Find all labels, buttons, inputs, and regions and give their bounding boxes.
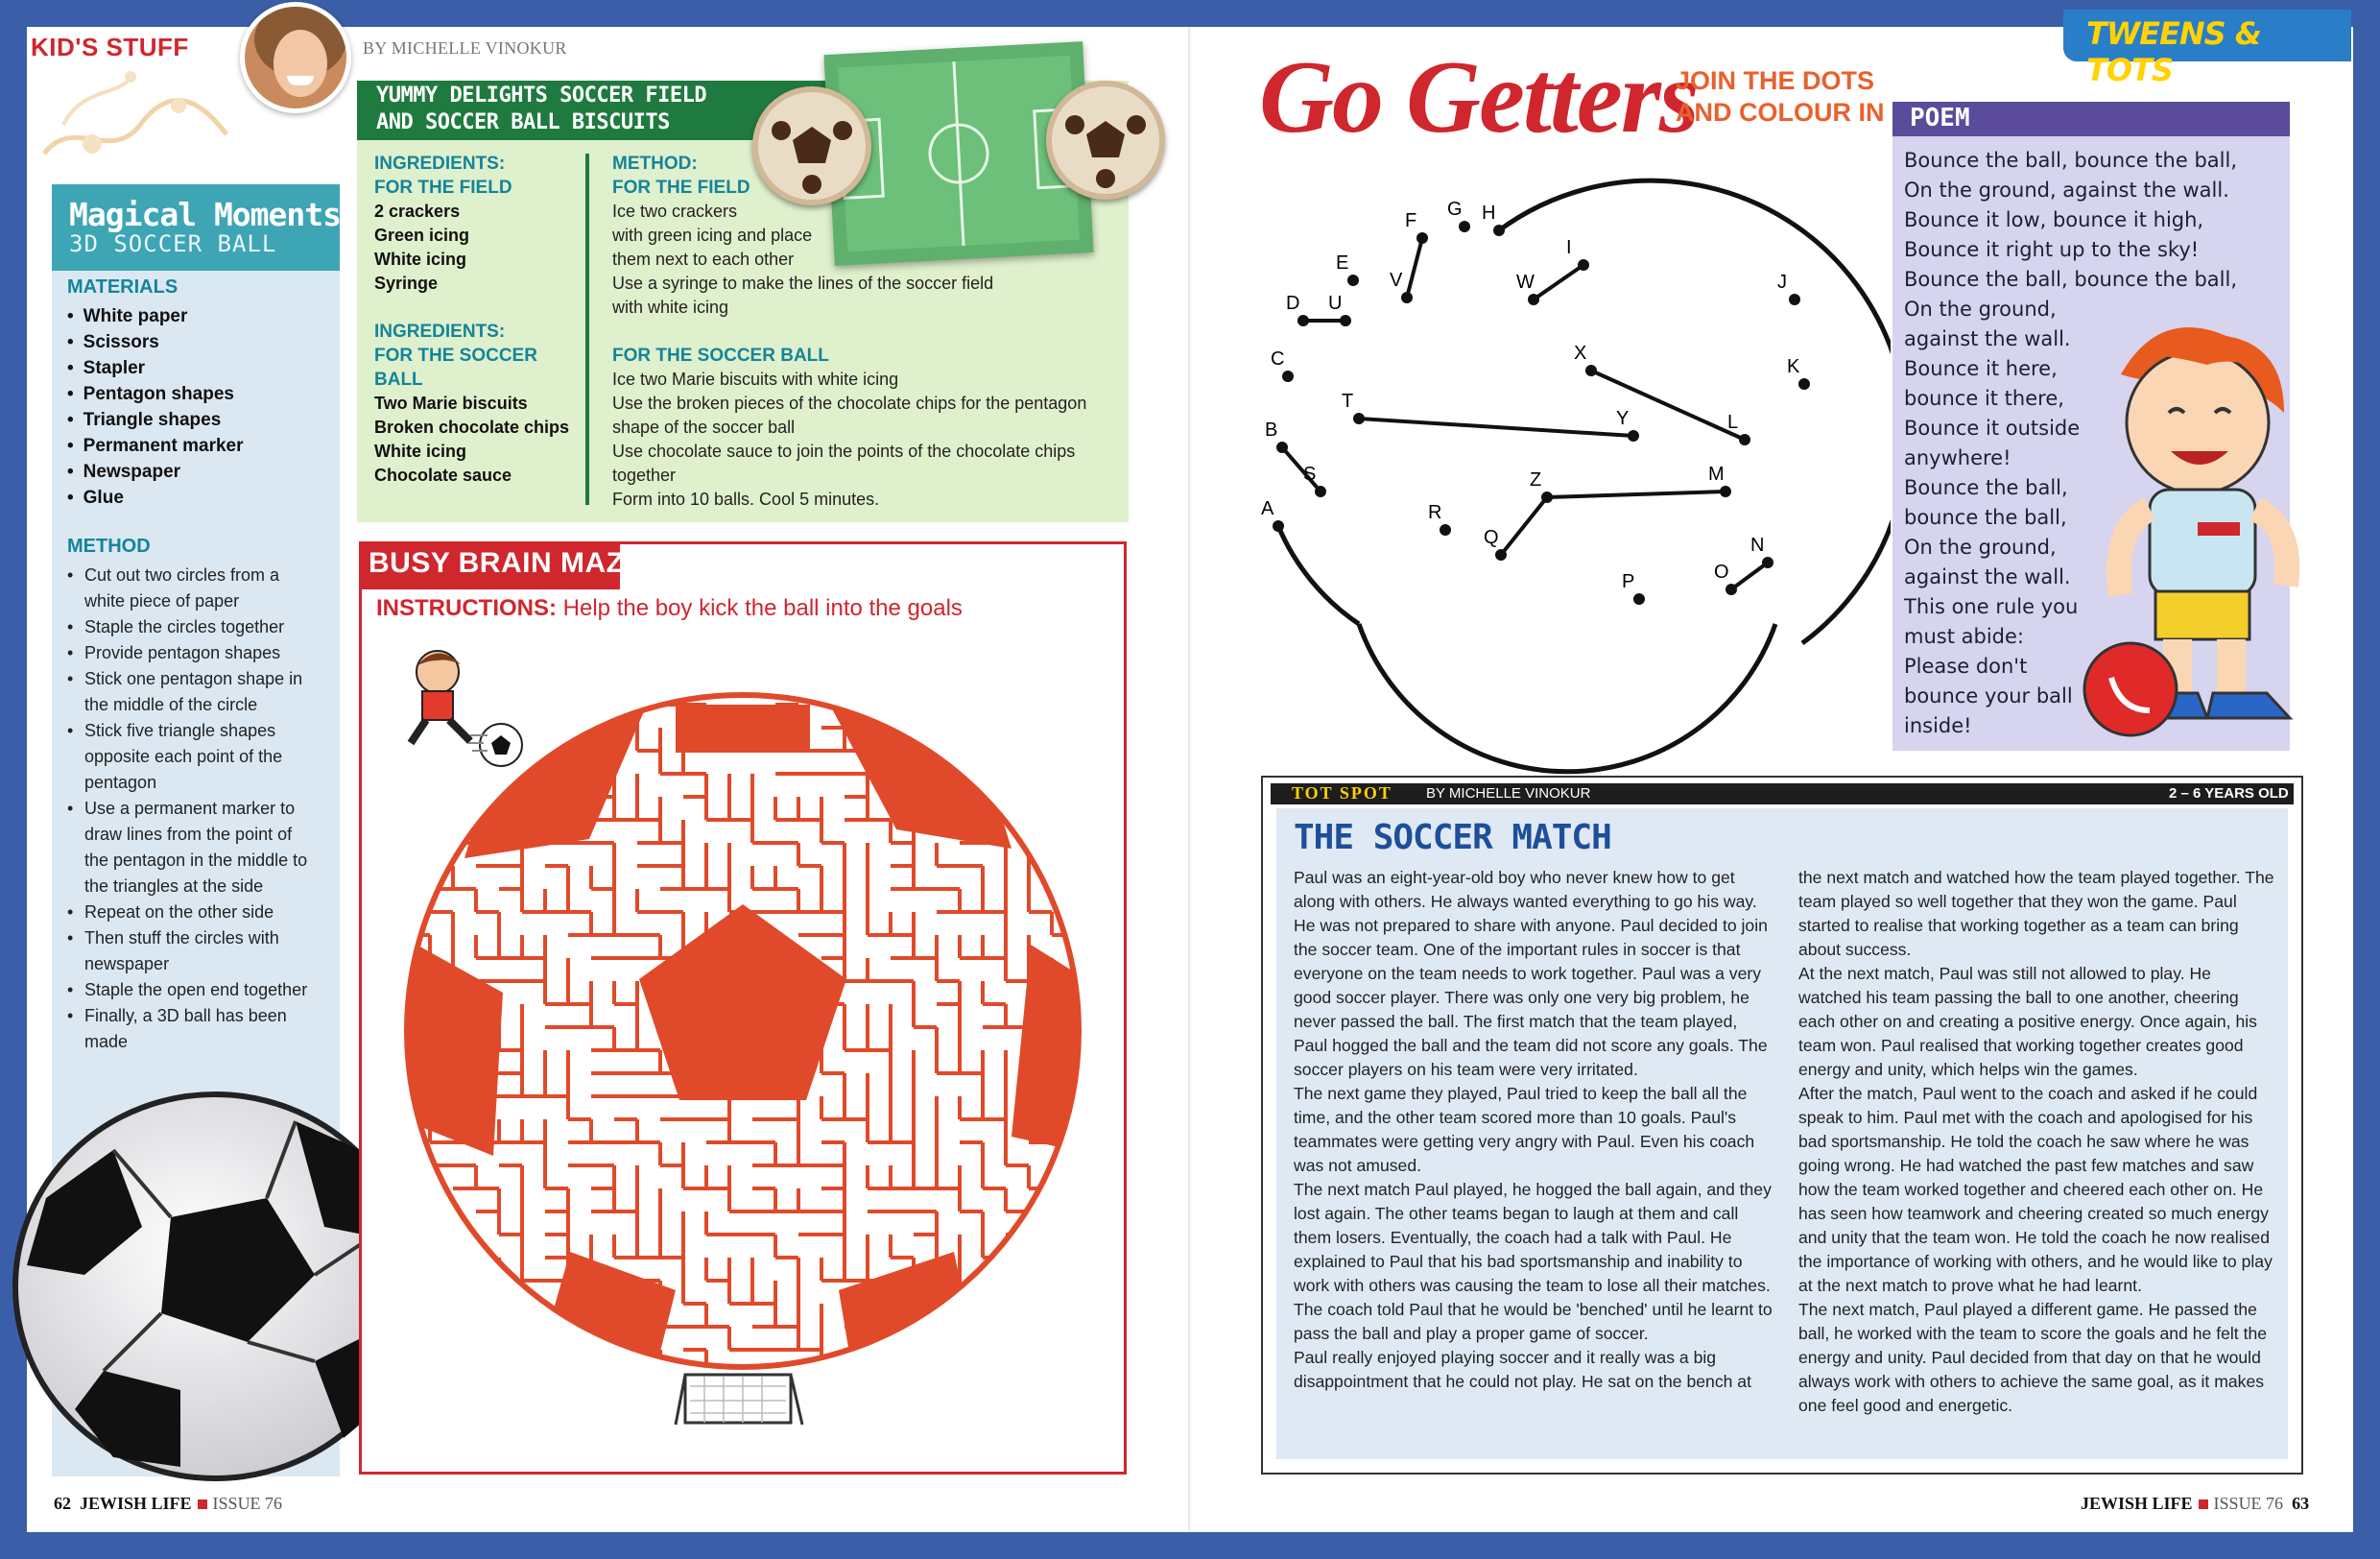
- dot-x: [1585, 365, 1597, 376]
- kicking-boy-icon: [411, 651, 522, 766]
- dot-d: [1297, 315, 1309, 326]
- dot-i: [1578, 259, 1589, 271]
- list-item: • Staple the open end together: [67, 977, 319, 1003]
- poem-line: anywhere!: [1904, 446, 2011, 469]
- cartoon-boy-icon: [2063, 317, 2351, 758]
- dot-w: [1528, 294, 1539, 305]
- dot-o: [1726, 584, 1737, 595]
- materials-list: [67, 303, 244, 511]
- story-title: THE SOCCER MATCH: [1294, 818, 1611, 857]
- tot-spot-age: 2 – 6 YEARS OLD: [2169, 785, 2289, 802]
- dot-label: M: [1708, 464, 1725, 485]
- dot-label: G: [1447, 199, 1463, 220]
- maze-puzzle: [359, 541, 1127, 1475]
- dot-h: [1493, 225, 1505, 236]
- left-folio: 62 JEWISH LIFE ISSUE 76: [54, 1494, 283, 1513]
- method-list: [67, 563, 319, 1055]
- list-item: • Newspaper: [67, 459, 244, 485]
- list-item: • Staple the circles together: [67, 614, 319, 640]
- poem-line: bounce your ball: [1904, 684, 2073, 708]
- tot-spot-label: TOT SPOT: [1292, 783, 1392, 803]
- ingredients-column: INGREDIENTS: FOR THE FIELD 2 crackers Green icing White icing Syringe INGREDIENTS: FOR THE SOCCER BALL Two Marie biscuits Broken chocolate chips White icing Chocolate sauce: [374, 154, 570, 485]
- goal-icon: [676, 1375, 802, 1425]
- dot-connector: [1731, 563, 1768, 589]
- poem-line: must abide:: [1904, 625, 2024, 648]
- poem-line: Bounce it right up to the sky!: [1904, 238, 2200, 261]
- dot-label: Y: [1616, 408, 1630, 429]
- dot-connector: [1534, 265, 1583, 300]
- materials-label: MATERIALS: [67, 276, 178, 298]
- list-item: • Provide pentagon shapes: [67, 640, 319, 666]
- go-getters-title: Go Getters: [1259, 40, 1698, 155]
- dot-label: U: [1328, 293, 1343, 314]
- list-item: • Finally, a 3D ball has been made: [67, 1003, 319, 1055]
- maze-title: BUSY BRAIN MAZE: [369, 547, 644, 579]
- dot-label: R: [1428, 502, 1442, 523]
- list-item: • Repeat on the other side: [67, 899, 319, 925]
- poem-line: Bounce the ball, bounce the ball,: [1904, 268, 2237, 291]
- dot-connector: [1501, 497, 1547, 555]
- list-item: • Triangle shapes: [67, 407, 244, 433]
- maze-instructions: INSTRUCTIONS: Help the boy kick the ball into the goals: [376, 595, 963, 621]
- dot-label: C: [1271, 348, 1285, 370]
- poem-line: bounce it there,: [1904, 387, 2064, 410]
- dot-label: D: [1286, 293, 1300, 314]
- list-item: • Stapler: [67, 355, 244, 381]
- list-item: • Cut out two circles from a white piece of paper: [67, 563, 319, 614]
- poem-line: Bounce it outside: [1904, 417, 2081, 440]
- dot-connector: [1359, 419, 1633, 436]
- dot-t: [1353, 413, 1365, 424]
- dot-label: F: [1405, 210, 1417, 231]
- poem-line: Bounce it here,: [1904, 357, 2058, 380]
- poem-line: bounce the ball,: [1904, 506, 2067, 529]
- dot-label: H: [1482, 203, 1496, 224]
- poem-line: On the ground,: [1904, 298, 2057, 321]
- dot-label: B: [1265, 420, 1278, 441]
- dot-label: J: [1777, 272, 1787, 293]
- dot-p: [1633, 593, 1645, 605]
- poem-line: against the wall.: [1904, 565, 2071, 588]
- author-avatar: [240, 2, 351, 113]
- dot-f: [1416, 232, 1428, 244]
- dot-connector: [1591, 371, 1745, 440]
- tweens-tots-badge: TWEENS & TOTS: [2063, 10, 2351, 61]
- tot-spot-byline: BY MICHELLE VINOKUR: [1426, 785, 1591, 802]
- list-item: • Stick five triangle shapes opposite each point of the pentagon: [67, 718, 319, 796]
- story-column-right: the next match and watched how the team played together. The team played so well together that they won the game. Paul started to realise that working together as a team can bring about success. At the next match, Paul was still not allowed to play. He watched his team passing the ball to one another, cheering each other on and creating a positive energy. Once again, his team won. Paul realised that working together creates good energy and unity, which helps win the games. After the match, Paul went to the coach and asked if he could speak to him. Paul met with the coach and apologised for his bad sportsmanship. He told the coach he saw where he was going wrong. He had watched the past few matches and saw how the team worked together and cheered each other on. He has seen how teamwork and cheering created so much energy and unity that the team won. He told the coach he now realised the importance of working with others, and he would like to play at the next match to prove what he had learnt. The next match, Paul played a different game. He passed the ball, he worked with the team to score the goals and he felt the energy and unity. Paul decided from that day on that he would always work with others to achieve the same goal, as it makes one feel good and energetic.: [1798, 868, 2274, 1415]
- dot-q: [1495, 549, 1507, 561]
- author-byline: BY MICHELLE VINOKUR: [363, 38, 567, 58]
- dot-connector: [1407, 238, 1422, 298]
- dot-label: X: [1574, 343, 1587, 364]
- dot-l: [1739, 434, 1750, 445]
- recipe-method-column: METHOD: FOR THE FIELD Ice two crackers with green icing and place them next to each other Use a syringe to make the lines of the soccer field with white icing FOR THE SOCCER BALL Ice two Marie biscuits with white icing Use the broken pieces of the chocolate chips for the pentagon shape of the soccer ball Use chocolate sauce to join the points of the chocolate chips together Form into 10 balls. Cool 5 minutes.: [612, 154, 1087, 509]
- dot-g: [1459, 221, 1470, 232]
- magical-moments-title: Magical Moments: [69, 196, 342, 233]
- dot-v: [1401, 292, 1413, 303]
- dot-r: [1440, 524, 1451, 536]
- dot-label: Z: [1530, 469, 1542, 491]
- poem-line: This one rule you: [1904, 595, 2079, 618]
- dot-j: [1789, 294, 1800, 305]
- dot-label: L: [1727, 412, 1739, 433]
- list-item: • Pentagon shapes: [67, 381, 244, 407]
- tot-spot-bar: [1271, 783, 2294, 804]
- right-folio: JEWISH LIFE ISSUE 76 63: [2081, 1494, 2310, 1513]
- dot-label: S: [1303, 464, 1317, 485]
- dot-connector: [1547, 492, 1726, 497]
- list-item: • Then stuff the circles with newspaper: [67, 925, 319, 977]
- method-label: METHOD: [67, 536, 151, 557]
- dot-label: T: [1342, 391, 1354, 412]
- yummy-delights-title: YUMMY DELIGHTS SOCCER FIELD AND SOCCER BALL BISCUITS: [376, 84, 707, 134]
- poem-title: POEM: [1910, 104, 1970, 132]
- join-the-dots-puzzle: [1238, 125, 1891, 778]
- dot-label: P: [1622, 571, 1635, 592]
- dot-label: E: [1336, 252, 1349, 274]
- list-item: • White paper: [67, 303, 244, 329]
- join-dots-subtitle: JOIN THE DOTS AND COLOUR IN: [1676, 66, 1885, 127]
- dot-k: [1798, 378, 1810, 390]
- list-item: • Use a permanent marker to draw lines from the point of the pentagon in the middle to the triangles at the side: [67, 796, 319, 899]
- dot-label: W: [1516, 272, 1535, 293]
- poem-line: inside!: [1904, 714, 1972, 737]
- dot-label: N: [1750, 535, 1765, 556]
- poem-line: On the ground,: [1904, 536, 2057, 559]
- poem-line: Bounce the ball, bounce the ball,: [1904, 149, 2237, 172]
- magical-moments-subtitle: 3D SOCCER BALL: [69, 230, 277, 257]
- dot-e: [1347, 275, 1359, 286]
- story-column-left: Paul was an eight-year-old boy who never knew how to get along with others. He always wanted everything to go his way. He was not prepared to share with anyone. Paul decided to join the soccer team. One of the important rules in soccer is that everyone on the team needs to work together. Paul was a very good soccer player. There was only one very big problem, he never passed the ball. The first match that the team played, Paul hogged the ball and the team did not score any goals. The soccer players on his team were very irritated. The next game they played, Paul tried to keep the ball all the time, and the other team scored more than 10 goals. Paul's teammates were getting very angry with Paul. Even his coach was not amused. The next match Paul played, he hogged the ball again, and they lost again. The other teams began to laugh at them and call them losers. Eventually, the coach had a talk with Paul. He explained to Paul that his bad sportsmanship and inability to work with others was causing the team to lose all their matches. The coach told Paul that he would be 'benched' until he learnt to pass the ball and play a proper game of soccer. Paul really enjoyed playing soccer and it really was a big disappointment that he could not play. He sat on the bench at: [1294, 868, 1773, 1391]
- dot-a: [1273, 520, 1284, 532]
- list-item: • Scissors: [67, 329, 244, 355]
- dot-u: [1340, 315, 1351, 326]
- poem-line: against the wall.: [1904, 327, 2071, 350]
- dot-label: K: [1787, 356, 1800, 377]
- dot-c: [1282, 371, 1294, 382]
- dot-m: [1720, 486, 1731, 497]
- dot-z: [1541, 492, 1553, 503]
- dot-b: [1276, 442, 1288, 453]
- decorative-swirl-icon: [35, 58, 246, 173]
- poem-line: On the ground, against the wall.: [1904, 179, 2229, 202]
- poem-line: Bounce the ball,: [1904, 476, 2068, 499]
- list-item: • Glue: [67, 485, 244, 511]
- dot-label: V: [1390, 270, 1403, 291]
- page-gutter: [1188, 27, 1192, 1532]
- poem-line: Bounce it low, bounce it high,: [1904, 208, 2204, 231]
- section-label: KID'S STUFF: [31, 33, 189, 61]
- list-item: • Stick one pentagon shape in the middle of the circle: [67, 666, 319, 718]
- dot-label: O: [1714, 562, 1729, 583]
- dot-label: A: [1261, 498, 1274, 519]
- dot-s: [1315, 486, 1326, 497]
- column-divider: [585, 154, 589, 505]
- dot-n: [1762, 557, 1773, 568]
- dot-label: Q: [1484, 527, 1499, 548]
- dot-label: I: [1566, 237, 1572, 258]
- dot-y: [1628, 430, 1639, 442]
- poem-line: Please don't: [1904, 655, 2028, 678]
- list-item: • Permanent marker: [67, 433, 244, 459]
